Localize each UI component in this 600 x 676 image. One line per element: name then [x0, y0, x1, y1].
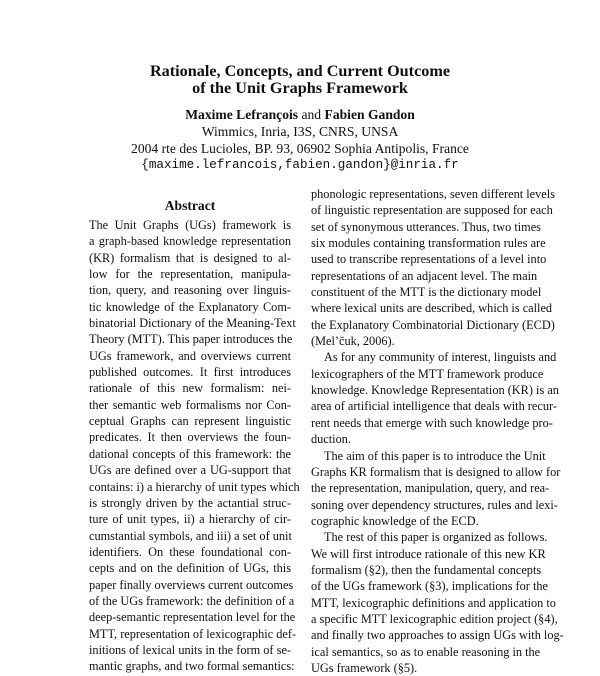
abstract-line: (KR) formalism that is designed to al-: [89, 250, 291, 265]
abstract-line: published outcomes. It first introduces: [89, 365, 291, 380]
paragraph-line: rent needs that emerge with such knowledge pro-: [311, 415, 553, 430]
abstract-line: UGs framework, and overviews current: [89, 348, 291, 363]
abstract-line: of the UGs framework: the definition of a: [89, 593, 295, 608]
paragraph-line: of linguistic representation are supposed for each: [311, 203, 553, 218]
paragraph-line: soning over dependency structures, rules and lexi-: [311, 497, 558, 512]
paragraph: [311, 186, 555, 349]
paragraph-line: used to transcribe representations of a level into: [311, 252, 547, 267]
abstract-body: [89, 217, 300, 675]
paragraph-line: six modules containing transformation rules are: [311, 236, 546, 251]
author-block: [0, 107, 600, 174]
abstract-line: mantic graphs, and two formal semantics:: [89, 659, 295, 674]
abstract-line: a graph-based knowledge representation: [89, 234, 291, 249]
paragraph-line: knowledge. Knowledge Representation (KR) is an: [311, 383, 559, 398]
abstract-line: paper finally overviews current outcomes: [89, 577, 294, 592]
abstract-line: MTT, representation of lexicographic def-: [89, 626, 297, 641]
abstract-line: is strongly driven by the actantial struc-: [89, 495, 291, 510]
introduction-body: [311, 186, 564, 676]
paragraph-line: The rest of this paper is organized as follows.: [324, 530, 548, 545]
abstract-line: The Unit Graphs (UGs) framework is: [89, 218, 291, 232]
paragraph-line: of the UGs framework (§3), implications for the: [311, 579, 548, 594]
paragraph-line: constituent of the MTT is the dictionary model: [311, 285, 542, 300]
paragraph-line: area of artificial intelligence that deals with recur-: [311, 399, 557, 414]
email: {maxime.lefrancois,fabien.gandon}@inria.fr: [141, 158, 459, 173]
paragraph-line: As for any community of interest, linguists and: [324, 350, 557, 365]
paragraph-line: formalism (§2), then the fundamental concepts: [311, 562, 542, 577]
abstract-line: tion, query, and reasoning over linguis-: [89, 283, 291, 298]
paragraph-line: UGs framework (§5).: [311, 660, 418, 675]
paragraph-line: cographic knowledge of the ECD.: [311, 513, 479, 528]
paragraph-line: phonologic representations, seven different levels: [311, 187, 555, 201]
abstract-line: rationale of this new formalism: nei-: [89, 381, 291, 396]
abstract-line: deep-semantic representation level for the: [89, 610, 296, 625]
paragraph-line: MTT, lexicographic definitions and application to: [311, 595, 556, 610]
abstract-line: dational concepts of this framework: the: [89, 446, 291, 461]
abstract-line: Theory (MTT). This paper introduces the: [89, 332, 293, 347]
abstract-line: cumstantial symbols, and iii) a set of unit: [89, 528, 292, 543]
author-names: [0, 107, 600, 124]
abstract-line: tic knowledge of the Explanatory Com-: [89, 299, 291, 314]
address: 2004 rte des Lucioles, BP. 93, 06902 Sophia Antipolis, France: [131, 140, 469, 156]
abstract-line: predicates. It then overviews the foun-: [89, 430, 291, 445]
abstract-line: binatorial Dictionary of the Meaning-Text: [89, 316, 296, 331]
paragraph-line: a specific MTT lexicographic edition project (§4),: [311, 611, 558, 626]
paragraph: [311, 448, 561, 530]
abstract-line: initions of lexical units in the form of se-: [89, 642, 291, 657]
paragraph-line: the Explanatory Combinatorial Dictionary (ECD): [311, 317, 555, 332]
abstract-heading: Abstract: [164, 198, 216, 213]
paragraph-line: We will first introduce rationale of this new KR: [311, 546, 546, 561]
paragraph: [311, 349, 559, 447]
paragraph-line: the representation, manipulation, query, and rea-: [311, 481, 550, 496]
author-name: Maxime Lefrançois: [185, 107, 299, 122]
paragraph-line: ical semantics, so as to enable reasoning in the: [311, 644, 541, 659]
author-conjunction: and: [301, 107, 322, 122]
paragraph-line: lexicographers of the MTT framework produce: [311, 366, 544, 381]
paragraph-line: representations of an adjacent level. The main: [311, 268, 538, 283]
abstract-line: cepts and on the definition of UGs, this: [89, 561, 291, 576]
paragraph-line: set of synonymous utterances. Thus, two times: [311, 219, 541, 234]
paragraph-line: where lexical units are described, which is called: [311, 301, 553, 316]
abstract-line: ceptual Graphs can represent linguistic: [89, 414, 291, 429]
abstract-line: UGs are defined over a UG-support that: [89, 463, 291, 478]
paragraph: [311, 529, 564, 676]
paragraph-line: Graphs KR formalism that is designed to allow for: [311, 464, 561, 479]
abstract-line: low for the representation, manipula-: [89, 267, 291, 282]
paragraph-line: (Mel’čuk, 2006).: [311, 334, 395, 349]
paragraph-line: The aim of this paper is to introduce the Unit: [324, 448, 546, 463]
abstract-line: ture of unit types, ii) a hierarchy of cir-: [89, 512, 291, 527]
paragraph-line: and finally two approaches to assign UGs with log-: [311, 628, 564, 643]
paragraph-line: duction.: [311, 432, 351, 447]
title-line: Rationale, Concepts, and Current Outcome: [149, 62, 451, 80]
abstract-line: contains: i) a hierarchy of unit types which: [89, 479, 300, 494]
abstract-line: ther semantic web formalisms nor Con-: [89, 397, 291, 412]
title-line: of the Unit Graphs Framework: [192, 79, 408, 97]
paper-title: [0, 63, 600, 97]
author-name: Fabien Gandon: [324, 107, 415, 122]
affiliation: Wimmics, Inria, I3S, CNRS, UNSA: [201, 123, 399, 139]
abstract-line: identifiers. On these foundational con-: [89, 544, 291, 559]
